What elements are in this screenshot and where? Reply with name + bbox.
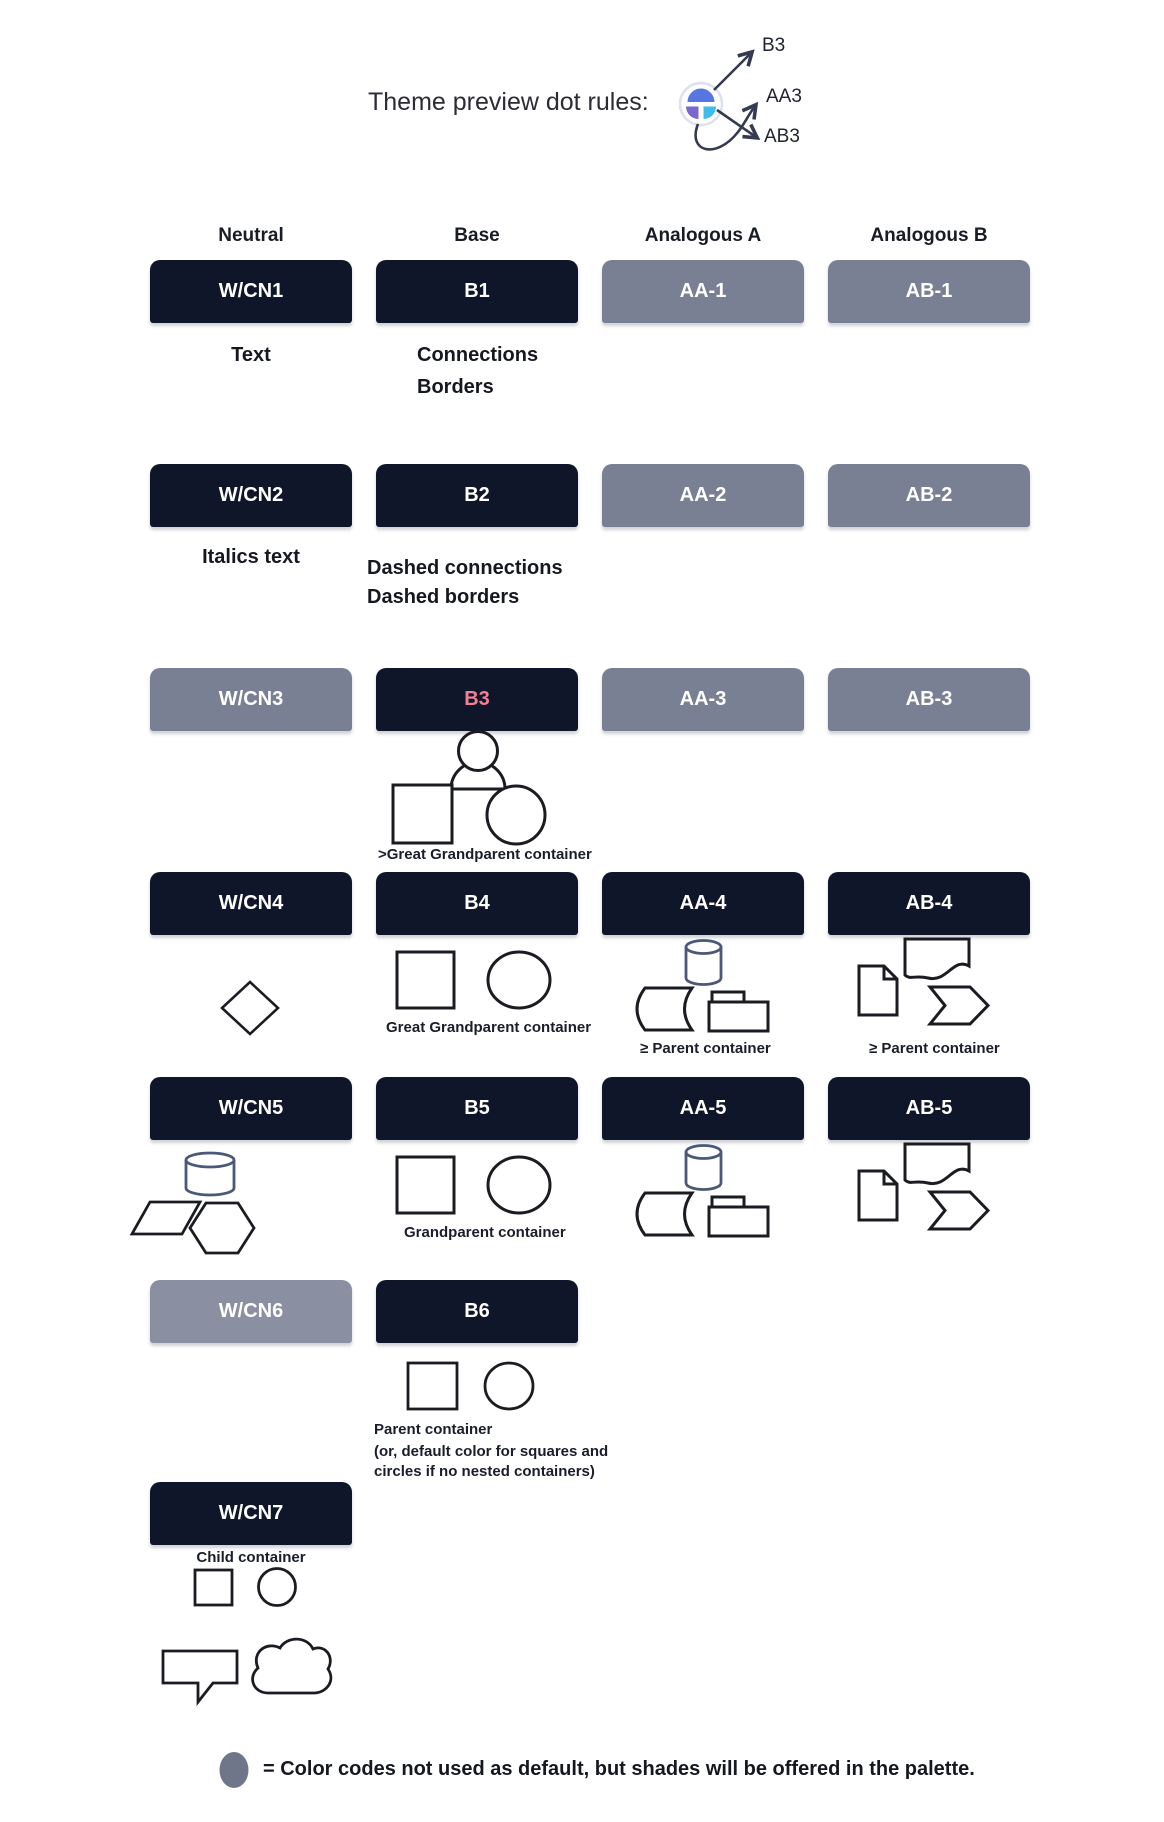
swatch-ab5: AB-5 [828,1077,1030,1140]
b6-circle-icon [485,1363,533,1409]
swatch-aa2: AA-2 [602,464,804,527]
swatch-aa3: AA-3 [602,668,804,731]
ab4-document-icon [859,966,897,1015]
label-dashed-connections: Dashed connections [367,557,563,579]
ab5-chevron-icon [930,1192,988,1229]
b4-circle-icon [488,952,550,1008]
column-header-analogous-b: Analogous B [870,225,988,246]
aa4-cylinder-icon [686,941,721,985]
arrow-to-b3-icon [714,53,751,90]
wcn7-circle-icon [259,1569,296,1606]
wcn5-hexagon-icon [190,1203,254,1253]
ab5-document-icon [859,1171,897,1220]
swatch-wcn4: W/CN4 [150,872,352,935]
wcn5-cylinder-icon [186,1153,234,1195]
preview-dot-segment-purple [686,107,699,120]
label-parent-ge-aa: ≥ Parent container [640,1040,771,1057]
label-child-container: Child container [196,1549,306,1566]
swatch-wcn3: W/CN3 [150,668,352,731]
label-parent-container: Parent container [374,1421,493,1438]
b5-square-icon [397,1157,454,1213]
wcn5-parallelogram-icon [132,1202,200,1234]
legend-dot-icon [220,1752,249,1788]
aa4-shape-group [637,941,768,1032]
ab4-shape-group [859,939,988,1024]
label-great-grandparent-gt: >Great Grandparent container [378,846,592,863]
swatch-wcn2: W/CN2 [150,464,352,527]
person-body-icon [451,762,505,789]
swatch-wcn6: W/CN6 [150,1280,352,1343]
column-header-analogous-a: Analogous A [644,225,762,246]
ab4-document-fold-icon [884,966,897,979]
swatch-wcn7: W/CN7 [150,1482,352,1545]
label-parent-ge-ab: ≥ Parent container [869,1040,1000,1057]
arrow-to-aa3-icon [696,106,755,149]
wcn7-shape-group [163,1569,331,1703]
ab5-document-fold-icon [884,1171,897,1184]
swatch-ab3: AB-3 [828,668,1030,731]
label-grandparent: Grandparent container [404,1224,566,1241]
swatch-b4: B4 [376,872,578,935]
column-header-base: Base [454,225,500,246]
b4-square-icon [397,952,454,1008]
b5-circle-icon [488,1157,550,1213]
preview-dot-segment-cyan [704,107,717,120]
speech-bubble-icon [163,1651,237,1702]
label-connections: Connections [417,344,539,366]
swatch-wcn1: W/CN1 [150,260,352,323]
swatch-b1: B1 [376,260,578,323]
ab5-shape-group [859,1144,988,1229]
preview-dot-segment-blue [688,89,715,103]
label-text: Text [231,344,271,366]
label-italics-text: Italics text [202,546,300,568]
ab4-chevron-icon [930,987,988,1024]
wcn5-shape-group [132,1153,254,1253]
swatch-b5: B5 [376,1077,578,1140]
label-great-grandparent: Great Grandparent container [386,1019,592,1036]
swatch-ab2: AB-2 [828,464,1030,527]
swatch-aa5: AA-5 [602,1077,804,1140]
legend-text: = Color codes not used as default, but shades will be offered in the palette. [263,1758,975,1780]
b3-square-icon [393,785,452,843]
preview-dot-icon [680,83,722,125]
label-dashed-borders: Dashed borders [367,586,520,608]
arrow-to-ab3-icon [717,110,756,137]
swatch-aa1: AA-1 [602,260,804,323]
label-parent-container-note-2: circles if no nested containers) [374,1463,595,1480]
swatch-wcn5: W/CN5 [150,1077,352,1140]
ab5-wave-document-icon [905,1144,969,1184]
swatch-ab4: AB-4 [828,872,1030,935]
aa5-folder-icon [709,1197,768,1236]
swatch-b3: B3 [376,668,578,731]
aa4-stored-data-icon [637,988,692,1030]
swatch-ab1: AB-1 [828,260,1030,323]
b6-square-icon [408,1363,457,1409]
aa5-cylinder-icon [686,1146,721,1190]
dot-label-b3: B3 [762,35,786,56]
preview-dot-ring [680,83,722,125]
ab4-wave-document-icon [905,939,969,979]
dot-label-aa3: AA3 [766,86,802,107]
b3-shape-group [393,732,545,845]
column-header-neutral: Neutral [218,225,284,246]
swatch-b2: B2 [376,464,578,527]
cloud-icon [253,1639,331,1693]
dot-label-ab3: AB3 [764,126,800,147]
label-borders: Borders [417,376,494,398]
aa5-stored-data-icon [637,1193,692,1235]
page-title: Theme preview dot rules: [368,88,649,116]
swatch-b6: B6 [376,1280,578,1343]
wcn7-square-icon [195,1570,232,1605]
swatch-aa4: AA-4 [602,872,804,935]
diamond-icon [222,982,278,1034]
label-parent-container-note-1: (or, default color for squares and [374,1443,609,1460]
aa5-shape-group [637,1146,768,1237]
person-head-icon [459,732,498,771]
aa4-folder-icon [709,992,768,1031]
b3-circle-icon [487,786,545,844]
